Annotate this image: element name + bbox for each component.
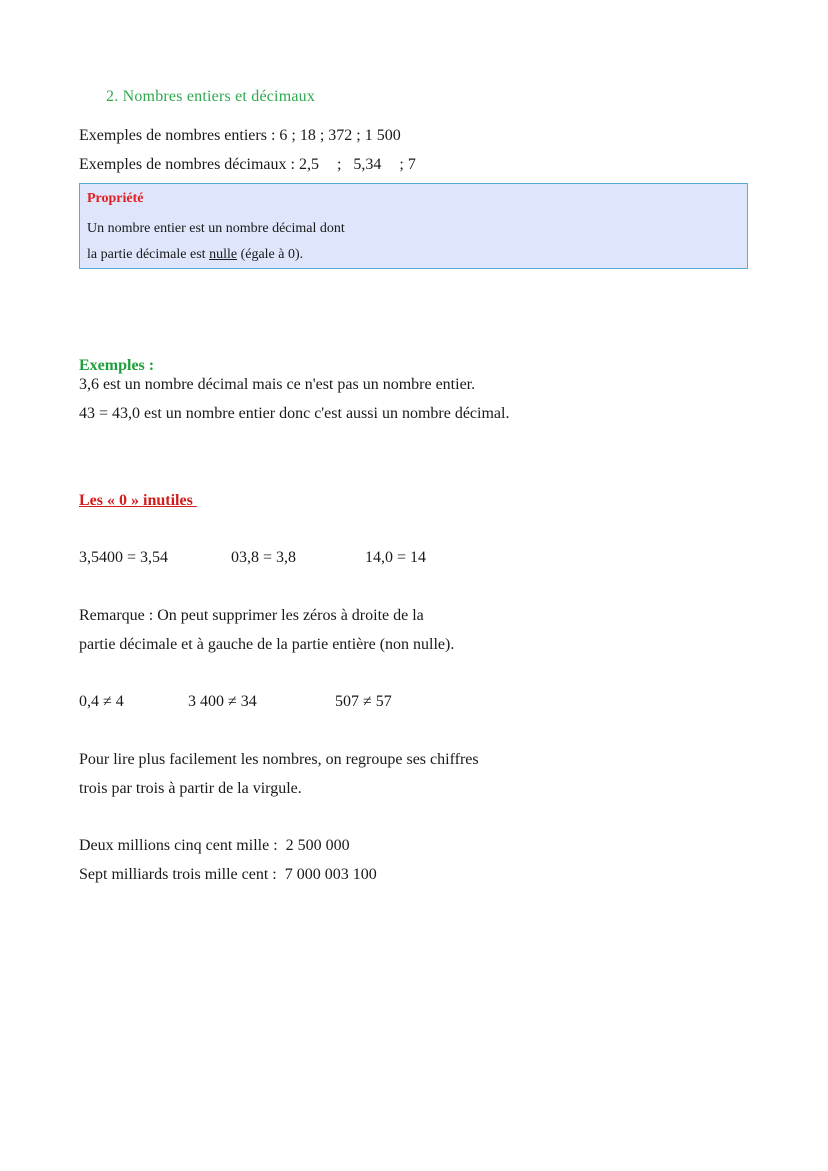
zeros-eq1: 3,5400 = 3,54 xyxy=(79,549,169,566)
decimaux-sep2: ; 7 xyxy=(399,156,416,173)
propriete-line2-suffix: (égale à 0). xyxy=(237,247,304,262)
lecture-line1: Pour lire plus facilement les nombres, on regroupe ses chiffres xyxy=(79,751,479,768)
exemples-line2: 43 = 43,0 est un nombre entier donc c'est aussi un nombre décimal. xyxy=(79,405,510,422)
exemples-entiers: Exemples de nombres entiers : 6 ; 18 ; 372 ; 1 500 xyxy=(79,127,401,144)
decimaux-prefix: Exemples de nombres décimaux : 2,5 xyxy=(79,156,319,173)
propriete-line1: Un nombre entier est un nombre décimal dont xyxy=(87,221,345,236)
decimaux-sep1: ; xyxy=(336,156,342,173)
propriete-line2-prefix: la partie décimale est xyxy=(87,247,210,262)
decimaux-v2: 5,34 xyxy=(353,156,382,173)
zeros-eq3: 14,0 = 14 xyxy=(365,549,427,566)
ineq2: 3 400 ≠ 34 xyxy=(188,693,257,710)
ineq3: 507 ≠ 57 xyxy=(335,693,392,710)
propriete-title: Propriété xyxy=(87,191,144,206)
lecture-line2: trois par trois à partir de la virgule. xyxy=(79,780,302,797)
propriete-nulle: nulle xyxy=(209,247,238,262)
remarque-line1: Remarque : On peut supprimer les zéros à droite de la xyxy=(79,607,424,624)
exemples-heading: Exemples : xyxy=(79,357,155,374)
section-title: 2. Nombres entiers et décimaux xyxy=(106,88,316,105)
ineq1: 0,4 ≠ 4 xyxy=(79,693,124,710)
propriete-box xyxy=(79,183,748,269)
millions-line1: Deux millions cinq cent mille : 2 500 000 xyxy=(79,837,350,854)
zeros-heading: Les « 0 » inutiles xyxy=(79,492,197,509)
propriete-line2 xyxy=(87,247,303,263)
zeros-eq2: 03,8 = 3,8 xyxy=(231,549,297,566)
exemples-decimaux xyxy=(79,156,416,174)
remarque-line2: partie décimale et à gauche de la partie entière (non nulle). xyxy=(79,636,455,653)
exemples-line1: 3,6 est un nombre décimal mais ce n'est pas un nombre entier. xyxy=(79,376,476,393)
millions-line2: Sept milliards trois mille cent : 7 000 003 100 xyxy=(79,866,377,883)
